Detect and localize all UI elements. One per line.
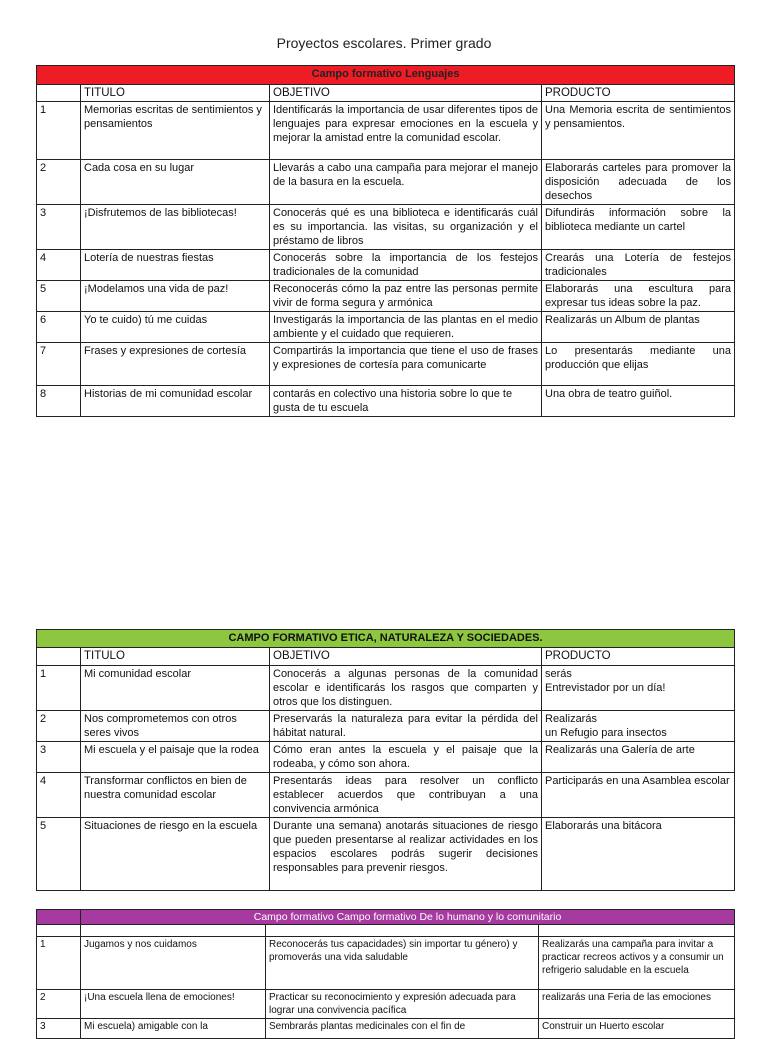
row-title: ¡Modelamos una vida de paz!: [81, 281, 270, 312]
row-product: Realizarás una Galería de arte: [542, 742, 735, 773]
row-objective: Reconocerás tus capacidades) sin importar tu género) y promoverás una vida saludable: [266, 937, 539, 990]
header-objetivo: OBJETIVO: [270, 85, 542, 102]
row-objective: Conocerás sobre la importancia de los festejos tradicionales de la comunidad: [270, 250, 542, 281]
table-row: [37, 250, 735, 281]
row-number: 8: [37, 386, 81, 417]
banner-lenguajes: Campo formativo Lenguajes: [37, 66, 735, 85]
header-producto: PRODUCTO: [542, 648, 735, 666]
row-objective: Llevarás a cabo una campaña para mejorar el manejo de la basura en la escuela.: [270, 160, 542, 205]
row-title: Nos comprometemos con otros seres vivos: [81, 711, 270, 742]
row-title: Mi comunidad escolar: [81, 666, 270, 711]
row-product: Elaborarás una escultura para expresar tus ideas sobre la paz.: [542, 281, 735, 312]
header-objetivo: OBJETIVO: [270, 648, 542, 666]
row-product: Realizarás un Album de plantas: [542, 312, 735, 343]
table-row: [37, 711, 735, 742]
row-title: Cada cosa en su lugar: [81, 160, 270, 205]
row-product: Difundirás información sobre la biblioteca mediante un cartel: [542, 205, 735, 250]
row-objective: Conocerás a algunas personas de la comunidad escolar e identificarás los rasgos que comparten y otros que los distinguen.: [270, 666, 542, 711]
banner-humano: Campo formativo Campo formativo De lo humano y lo comunitario: [81, 910, 735, 925]
row-title: Mi escuela) amigable con la: [81, 1019, 266, 1039]
empty-cell: [81, 925, 266, 937]
table-row: [37, 343, 735, 386]
row-number: 2: [37, 990, 81, 1019]
table-row: [37, 281, 735, 312]
row-number: 1: [37, 937, 81, 990]
table-row: [37, 773, 735, 818]
row-objective: Preservarás la naturaleza para evitar la pérdida del hábitat natural.: [270, 711, 542, 742]
banner-etica: CAMPO FORMATIVO ETICA, NATURALEZA Y SOCIEDADES.: [37, 630, 735, 648]
row-product: Realizarás un Refugio para insectos: [542, 711, 735, 742]
row-objective: Investigarás la importancia de las plantas en el medio ambiente y el cuidado que requieren.: [270, 312, 542, 343]
row-product: Elaborarás una bitácora: [542, 818, 735, 891]
table-row: [37, 666, 735, 711]
table-row: [37, 742, 735, 773]
row-number: 4: [37, 773, 81, 818]
row-number: 3: [37, 742, 81, 773]
row-objective: contarás en colectivo una historia sobre lo que te gusta de tu escuela: [270, 386, 542, 417]
row-number: 3: [37, 205, 81, 250]
table-row: [37, 386, 735, 417]
row-objective: Reconocerás cómo la paz entre las personas permite vivir de forma segura y armónica: [270, 281, 542, 312]
row-title: Transformar conflictos en bien de nuestra comunidad escolar: [81, 773, 270, 818]
header-titulo: TITULO: [81, 648, 270, 666]
row-objective: Cómo eran antes la escuela y el paisaje que la rodeaba, y cómo son ahora.: [270, 742, 542, 773]
row-product: Participarás en una Asamblea escolar: [542, 773, 735, 818]
row-title: Memorias escritas de sentimientos y pensamientos: [81, 102, 270, 160]
document-title: Proyectos escolares. Primer grado: [276, 35, 492, 51]
row-product: Lo presentarás mediante una producción que elijas: [542, 343, 735, 386]
table-row: [37, 937, 735, 990]
banner-spacer: [37, 910, 81, 925]
table-row: [37, 312, 735, 343]
row-product: Crearás una Lotería de festejos tradicionales: [542, 250, 735, 281]
row-product: serás Entrevistador por un día!: [542, 666, 735, 711]
table-row: [37, 205, 735, 250]
row-objective: Presentarás ideas para resolver un conflicto establecer acuerdos que contribuyan a una convivencia armónica: [270, 773, 542, 818]
row-number: 4: [37, 250, 81, 281]
empty-cell: [37, 925, 81, 937]
empty-cell: [266, 925, 539, 937]
table-lenguajes: [36, 65, 735, 417]
row-objective: Practicar su reconocimiento y expresión adecuada para lograr una convivencia pacífica: [266, 990, 539, 1019]
row-title: ¡Una escuela llena de emociones!: [81, 990, 266, 1019]
header-titulo: TITULO: [81, 85, 270, 102]
empty-cell: [539, 925, 735, 937]
row-number: 2: [37, 160, 81, 205]
row-number: 2: [37, 711, 81, 742]
row-title: Jugamos y nos cuidamos: [81, 937, 266, 990]
row-number: 7: [37, 343, 81, 386]
table-row: [37, 102, 735, 160]
table-etica: [36, 629, 735, 891]
row-title: Mi escuela y el paisaje que la rodea: [81, 742, 270, 773]
table-row: [37, 990, 735, 1019]
row-product: Una Memoria escrita de sentimientos y pensamientos.: [542, 102, 735, 160]
row-number: 1: [37, 102, 81, 160]
row-product: Realizarás una campaña para invitar a practicar recreos activos y a consumir un refrigerio saludable en la escuela: [539, 937, 735, 990]
row-product: realizarás una Feria de las emociones: [539, 990, 735, 1019]
row-product: Construir un Huerto escolar: [539, 1019, 735, 1039]
row-objective: Compartirás la importancia que tiene el uso de frases y expresiones de cortesía para comunicarte: [270, 343, 542, 386]
row-title: Lotería de nuestras fiestas: [81, 250, 270, 281]
row-title: Yo te cuido) tú me cuidas: [81, 312, 270, 343]
row-title: ¡Disfrutemos de las bibliotecas!: [81, 205, 270, 250]
row-number: 1: [37, 666, 81, 711]
row-objective: Identificarás la importancia de usar diferentes tipos de lenguajes para expresar emociones en la escuela y mejorar la amistad entre la comunidad escolar.: [270, 102, 542, 160]
row-objective: Durante una semana) anotarás situaciones de riesgo que pueden presentarse al realizar actividades en los espacios escolares podrás sugerir decisiones responsables para prevenir riesgos.: [270, 818, 542, 891]
row-objective: Conocerás qué es una biblioteca e identificarás cuál es su importancia. las visitas, su organización y el préstamo de libros: [270, 205, 542, 250]
row-title: Situaciones de riesgo en la escuela: [81, 818, 270, 891]
row-title: Historias de mi comunidad escolar: [81, 386, 270, 417]
table-row: [37, 818, 735, 891]
table-humano: [36, 909, 735, 1039]
row-product: Elaborarás carteles para promover la disposición adecuada de los desechos: [542, 160, 735, 205]
header-number: [37, 648, 81, 666]
header-producto: PRODUCTO: [542, 85, 735, 102]
row-product: Una obra de teatro guiñol.: [542, 386, 735, 417]
row-title: Frases y expresiones de cortesía: [81, 343, 270, 386]
row-number: 5: [37, 818, 81, 891]
row-number: 6: [37, 312, 81, 343]
table-row: [37, 1019, 735, 1039]
row-objective: Sembrarás plantas medicinales con el fin de: [266, 1019, 539, 1039]
header-number: [37, 85, 81, 102]
row-number: 3: [37, 1019, 81, 1039]
row-number: 5: [37, 281, 81, 312]
table-row: [37, 160, 735, 205]
